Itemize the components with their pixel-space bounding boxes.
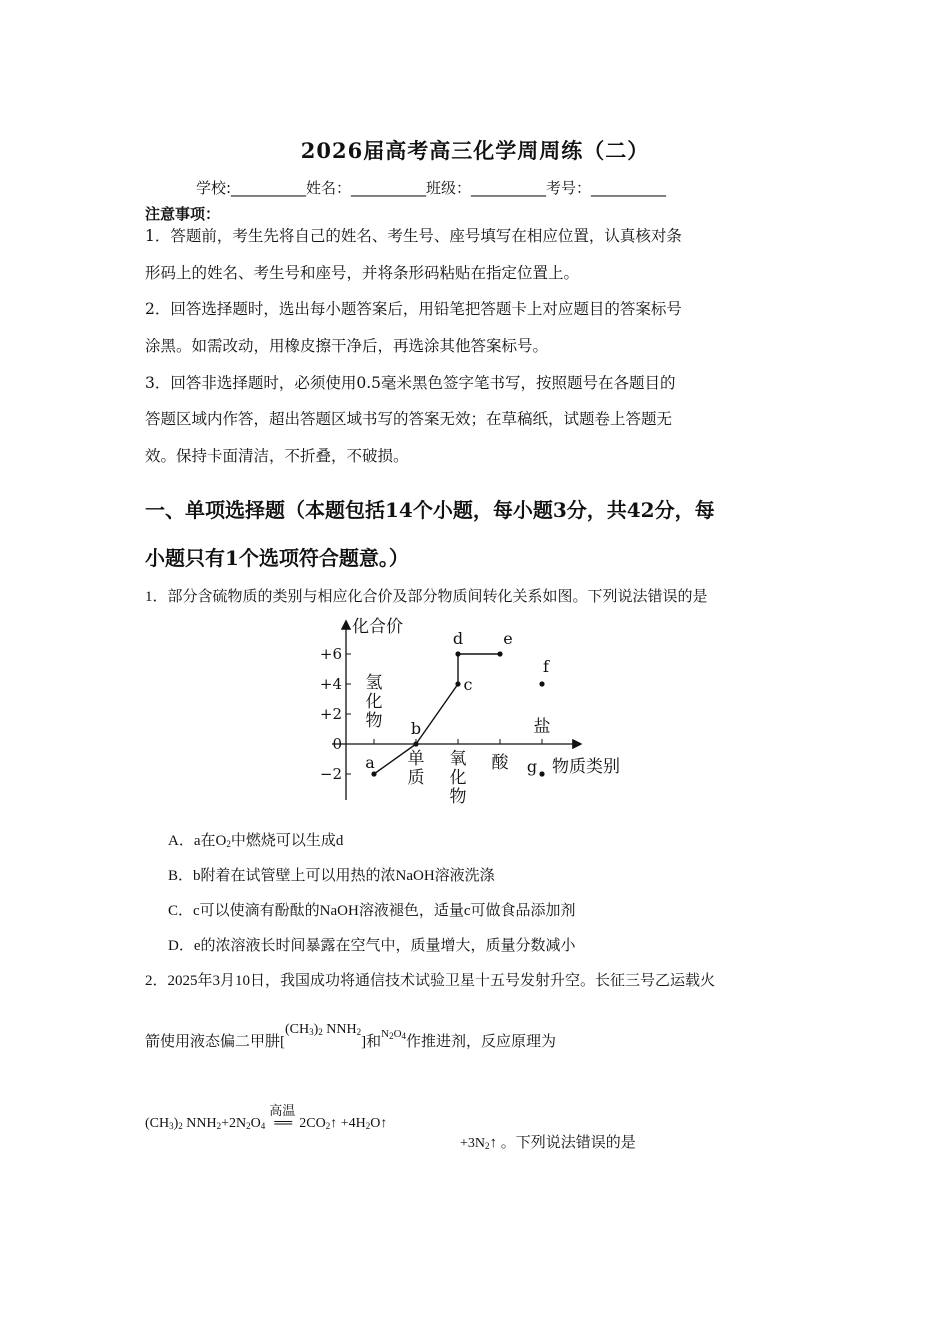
link-line: [416, 684, 458, 744]
category-label: 氢: [365, 673, 383, 693]
option-b[interactable]: B．b附着在试管壁上可以用热的浓NaOH溶液洗涤: [168, 868, 495, 884]
data-point-c: [455, 681, 460, 686]
point-label: d: [452, 629, 464, 648]
category-label: 化: [365, 692, 383, 712]
notice-line: 答题区域内作答，超出答题区域书写的答案无效；在草稿纸，试题卷上答题无: [145, 410, 673, 428]
question-1-stem: 1．部分含硫物质的类别与相应化合价及部分物质间转化关系如图。下列说法错误的是: [145, 589, 708, 605]
option-a[interactable]: A．a在$O_2$中燃烧可以生成d: [168, 833, 344, 849]
y-tick-label: −2: [319, 765, 342, 783]
notice-line: 3．回答非选择题时，必须使用0.5毫米黑色签字笔书写，按照题号在各题目的: [145, 374, 676, 392]
y-tick-label: +6: [319, 645, 342, 663]
page-title: 2026届高考高三化学周周练（二）: [300, 138, 650, 163]
data-point-d: [455, 651, 460, 656]
notice-line: 1．答题前，考生先将自己的姓名、考生号、座号填写在相应位置，认真核对条: [145, 227, 682, 245]
point-label: e: [503, 629, 513, 648]
point-label: f: [543, 657, 549, 676]
notice-line: 形码上的姓名、考生号和座号，并将条形码粘贴在指定位置上。: [145, 264, 580, 282]
section-heading-cont: 小题只有1个选项符合题意。）: [145, 546, 409, 570]
reaction-condition: 高温: [269, 1103, 296, 1118]
category-label: 化: [449, 768, 467, 788]
category-label: 盐: [533, 717, 551, 737]
question-2-line1: 2．2025年3月10日，我国成功将通信技术试验卫星十五号发射升空。长征三号乙运载火: [145, 973, 716, 989]
option-d[interactable]: D．e的浓溶液长时间暴露在空气中，质量增大，质量分数减小: [168, 938, 576, 954]
y-tick-label: +4: [319, 675, 342, 693]
category-label: 氧: [449, 749, 467, 769]
point-label: b: [410, 719, 422, 738]
data-point-g: [539, 771, 544, 776]
reaction-equation-tail: $+3N_2↑$ 。下列说法错误的是: [460, 1135, 636, 1151]
data-point-a: [371, 771, 376, 776]
data-point-e: [497, 651, 502, 656]
category-label: 物: [365, 711, 383, 731]
data-point-f: [539, 681, 544, 686]
y-tick-label: +2: [319, 705, 342, 723]
reaction-equation: $(CH_3)_2$ $NNH_2+2N_2O_4$ 高温 ══ $2CO_2↑$ $+4H_2O↑$: [145, 1116, 387, 1132]
category-label: 物: [449, 787, 467, 807]
y-tick-label: 0: [332, 735, 342, 753]
y-axis-title: 化合价: [352, 617, 403, 637]
notice-line: 效。保持卡面清洁，不折叠，不破损。: [145, 447, 409, 465]
notice-line: 2．回答选择题时，选出每小题答案后，用铅笔把答题卡上对应题目的答案标号: [145, 300, 682, 318]
student-info-line: 学校:__________姓名：__________班级：__________考号：__________: [196, 179, 667, 197]
section-heading: 一、单项选择题（本题包括14个小题，每小题3分，共42分，每: [145, 498, 715, 522]
category-label: 单: [407, 749, 425, 769]
point-label: g: [526, 757, 538, 776]
point-label: c: [463, 675, 473, 694]
category-label: 酸: [491, 753, 509, 773]
notice-heading: 注意事项：: [145, 205, 221, 223]
point-label: a: [365, 753, 375, 772]
category-label: 质: [407, 768, 425, 788]
notice-line: 涂黑。如需改动，用橡皮擦干净后，再选涂其他答案标号。: [145, 337, 549, 355]
question-2-line2: 箭使用液态偏二甲肼[$(CH_3)_2$ $NNH_2$]和$^{N_2O_4}$作推进剂，反应原理为: [145, 1022, 557, 1050]
x-axis-title: 物质类别: [552, 757, 620, 777]
data-point-b: [413, 741, 418, 746]
option-c[interactable]: C．c可以使滴有酚酞的NaOH溶液褪色，适量c可做食品添加剂: [168, 903, 576, 919]
valence-chart: [310, 610, 640, 810]
